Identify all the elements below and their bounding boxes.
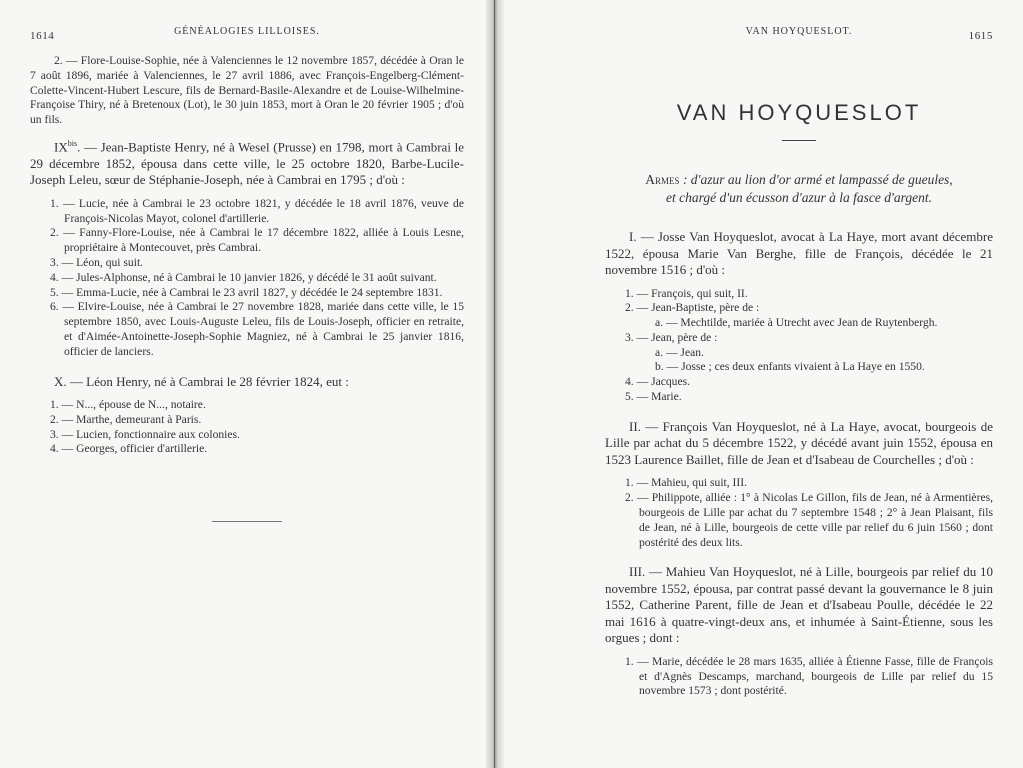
i-grandchild-a-jean: a. — Jean.	[655, 345, 704, 359]
arms-line-2	[605, 189, 993, 207]
entry-iii-mahieu: III. — Mahieu Van Hoyqueslot, né à Lille, bourgeois par relief du 10 novembre 1552, épousa, par contrat passé devant la gouvernance le 8 juin 1552, Catherine Parent, fille de Jean et d'Isabeau Poulle, décédée le 22 mai 1616 à quatre-vingt-deux ans, et inhumée à Saint-Étienne, sous les orgues ; dont :	[605, 564, 993, 646]
x-child-2: 2. — Marthe, demeurant à Paris.	[50, 412, 202, 426]
left-running-title: GÉNÉALOGIES LILLOISES.	[174, 26, 320, 37]
ix-child-3: 3. — Léon, qui suit.	[50, 256, 144, 269]
i-child-4: 4. — Jacques.	[625, 375, 691, 389]
x-child-1: 1. — N..., épouse de N..., notaire.	[50, 398, 206, 412]
i-child-1: 1. — François, qui suit, II.	[625, 286, 748, 300]
spacer	[30, 390, 464, 398]
ix-child-5: 5. — Emma-Lucie, née à Cambrai le 23 avril 1827, y décédée le 24 septembre 1831.	[50, 285, 443, 299]
entry-ix-text: . — Jean-Baptiste Henry, né à Wesel (Prusse) en 1798, mort à Cambrai le 29 décembre 1852, épousa dans cette ville, le 25 octobre 1820, Barbe-Lucile-Joseph Leleu, sœur de Stéphanie-Joseph, née à Cambrai en 1795 ; d'où :	[30, 139, 464, 188]
gutter-fold-line	[494, 0, 495, 768]
spacer	[30, 46, 464, 54]
x-child-3: 3. — Lucien, fonctionnaire aux colonies.	[50, 427, 240, 441]
spacer	[30, 457, 464, 521]
entry-ix-bis	[30, 136, 464, 189]
spacer	[605, 279, 993, 287]
arms-line-1	[605, 171, 993, 189]
coat-of-arms-description	[605, 171, 993, 207]
i-child-3: 3. — Jean, père de :	[625, 330, 718, 344]
end-rule	[212, 521, 282, 522]
ix-child-6: 6. — Elvire-Louise, née à Cambrai le 27 novembre 1828, mariée dans cette ville, le 15 septembre 1850, avec Louis-Auguste Leleu, fils de Louis-Joseph, officier en retraite, et d'Aimée-Antoinette-Joseph-Sophie Magniez, né à Cambrai le 25 janvier 1816, officier de lanciers.	[50, 300, 464, 358]
arms-blazon-2: et chargé d'un écusson d'azur à la fasce d'argent.	[666, 190, 932, 205]
i-grandchild-a-mechtilde: a. — Mechtilde, mariée à Utrecht avec Jean de Ruytenbergh.	[655, 316, 938, 330]
i-child-2: 2. — Jean-Baptiste, père de :	[625, 301, 760, 315]
ix-child-4: 4. — Jules-Alphonse, né à Cambrai le 10 janvier 1826, y décédé le 31 août suivant.	[50, 270, 437, 284]
spacer	[605, 468, 993, 476]
spacer	[605, 550, 993, 564]
spacer	[605, 207, 993, 229]
entry-2-flore-louise-sophie: 2. — Flore-Louise-Sophie, née à Valenciennes le 12 novembre 1857, décédée à Oran le 7 août 1896, mariée à Valenciennes, le 27 avril 1886, avec François-Engelberg-Clément-Colette-Vincent-Hubert Lescure, fils de Bernard-Basile-Alexandre et de Louise-Wilhelmine-Françoise Thiry, né à Bretenoux (Lot), le 30 juin 1853, mort à Oran le 20 février 1905 ; d'où un fils.	[30, 54, 464, 127]
right-running-head	[605, 26, 993, 46]
spacer	[30, 360, 464, 374]
i-grandchild-b-josse: b. — Josse ; ces deux enfants vivaient à La Haye en 1550.	[655, 360, 925, 374]
x-child-4: 4. — Georges, officier d'artillerie.	[50, 442, 208, 456]
left-page-number: 1614	[30, 30, 55, 42]
right-running-title: VAN HOYQUESLOT.	[745, 26, 853, 37]
ii-child-1: 1. — Mahieu, qui suit, III.	[625, 476, 748, 490]
ii-child-2: 2. — Philippote, alliée : 1° à Nicolas Le Gillon, fils de Jean, né à Armentières, bourgeois de Lille par achat du 7 septembre 1548 ; 2° à Jean Plaisant, fils de Jean, né à Lille, bourgeois de cette ville par relief du 6 juin 1560 ; dont postérité des deux lits.	[625, 491, 993, 549]
left-page	[0, 0, 492, 768]
family-title: VAN HOYQUESLOT	[676, 100, 922, 125]
spacer	[30, 128, 464, 136]
entry-i-josse: I. — Josse Van Hoyqueslot, avocat à La Haye, mort avant décembre 1522, épousa Marie Van Berghe, fille de François, décédée le 21 novembre 1516 ; d'où :	[605, 229, 993, 277]
right-page	[500, 0, 1023, 768]
entry-x-leon-henry: X. — Léon Henry, né à Cambrai le 28 février 1824, eut :	[54, 373, 349, 389]
right-page-number: 1615	[968, 30, 993, 42]
arms-blazon-1: : d'azur au lion d'or armé et lampassé de gueules,	[679, 172, 953, 187]
ix-child-2: 2. — Fanny-Flore-Louise, née à Cambrai le 17 décembre 1822, alliée à Louis Lesne, propriétaire à Montecouvet, près Cambrai.	[50, 226, 464, 255]
ix-child-1: 1. — Lucie, née à Cambrai le 23 octobre 1821, y décédée le 18 avril 1876, veuve de François-Nicolas Mayot, colonel d'artillerie.	[50, 196, 464, 225]
spacer	[605, 405, 993, 419]
entry-ii-francois: II. — François Van Hoyqueslot, né à La Haye, avocat, bourgeois de Lille par achat du 5 décembre 1522, y décédé avant juin 1552, épousa en 1523 Laurence Baillet, fille de Jean et d'Isabeau de Courchelles ; d'où :	[605, 418, 993, 467]
iii-child-1: 1. — Marie, décédée le 28 mars 1635, alliée à Étienne Fasse, fille de François et d'Agnès Descamps, marchand, bourgeois de Lille par relief du 15 novembre 1573 ; dont postérité.	[625, 654, 993, 698]
spacer	[605, 647, 993, 655]
bis-superscript: bis	[67, 138, 78, 148]
i-child-5: 5. — Marie.	[625, 390, 682, 404]
left-running-head	[30, 26, 464, 46]
spacer	[605, 141, 993, 171]
arms-label: Armes	[645, 172, 680, 187]
generation-label: IX	[54, 139, 68, 155]
spacer	[30, 189, 464, 197]
